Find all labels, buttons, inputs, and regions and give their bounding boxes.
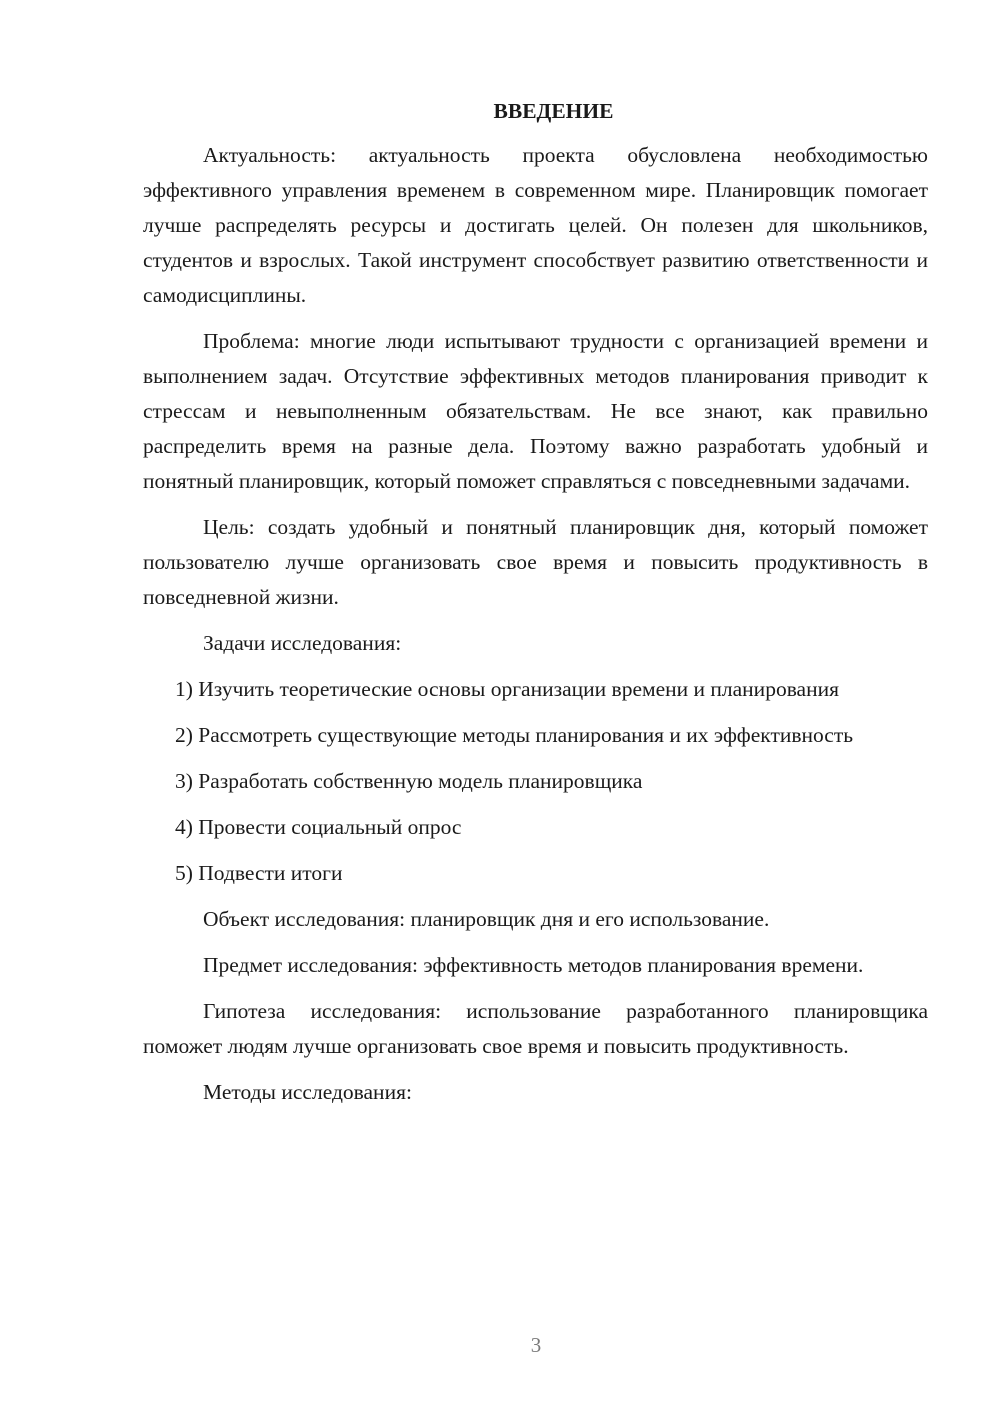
paragraph-relevance: Актуальность: актуальность проекта обусловлена необходимостью эффективного управления временем в современном мире. Планировщик помогает лучше распределять ресурсы и достигать целей. Он полезен для школьников, студентов и взрослых. Такой инструмент способствует развитию ответственности и самодисциплины.	[143, 143, 928, 307]
list-item: 5) Подвести итоги	[175, 861, 343, 885]
list-item: 4) Провести социальный опрос	[175, 815, 462, 839]
paragraph-methods: Методы исследования:	[203, 1080, 412, 1104]
list-item: 1) Изучить теоретические основы организации времени и планирования	[175, 677, 840, 701]
paragraph-subject: Предмет исследования: эффективность методов планирования времени.	[203, 953, 864, 977]
list-item: 3) Разработать собственную модель планировщика	[175, 769, 643, 793]
paragraph-object: Объект исследования: планировщик дня и его использование.	[203, 907, 770, 931]
paragraph-tasks-heading: Задачи исследования:	[203, 631, 402, 655]
page-number: 3	[530, 1333, 542, 1357]
paragraph-goal: Цель: создать удобный и понятный планировщик дня, который поможет пользователю лучше организовать свое время и повысить продуктивность в повседневной жизни.	[143, 515, 928, 609]
paragraph-problem: Проблема: многие люди испытывают трудности с организацией времени и выполнением задач. Отсутствие эффективных методов планирования приводит к стрессам и невыполненным обязательствам. Не все знают, как правильно распределить время на разные дела. Поэтому важно разработать удобный и понятный планировщик, который поможет справляться с повседневными задачами.	[143, 329, 928, 493]
document-page	[143, 96, 928, 1121]
paragraph-hypothesis: Гипотеза исследования: использование разработанного планировщика поможет людям лучше организовать свое время и повысить продуктивность.	[143, 999, 928, 1058]
list-item: 2) Рассмотреть существующие методы планирования и их эффективность	[175, 723, 854, 747]
page-title: ВВЕДЕНИЕ	[493, 99, 614, 123]
